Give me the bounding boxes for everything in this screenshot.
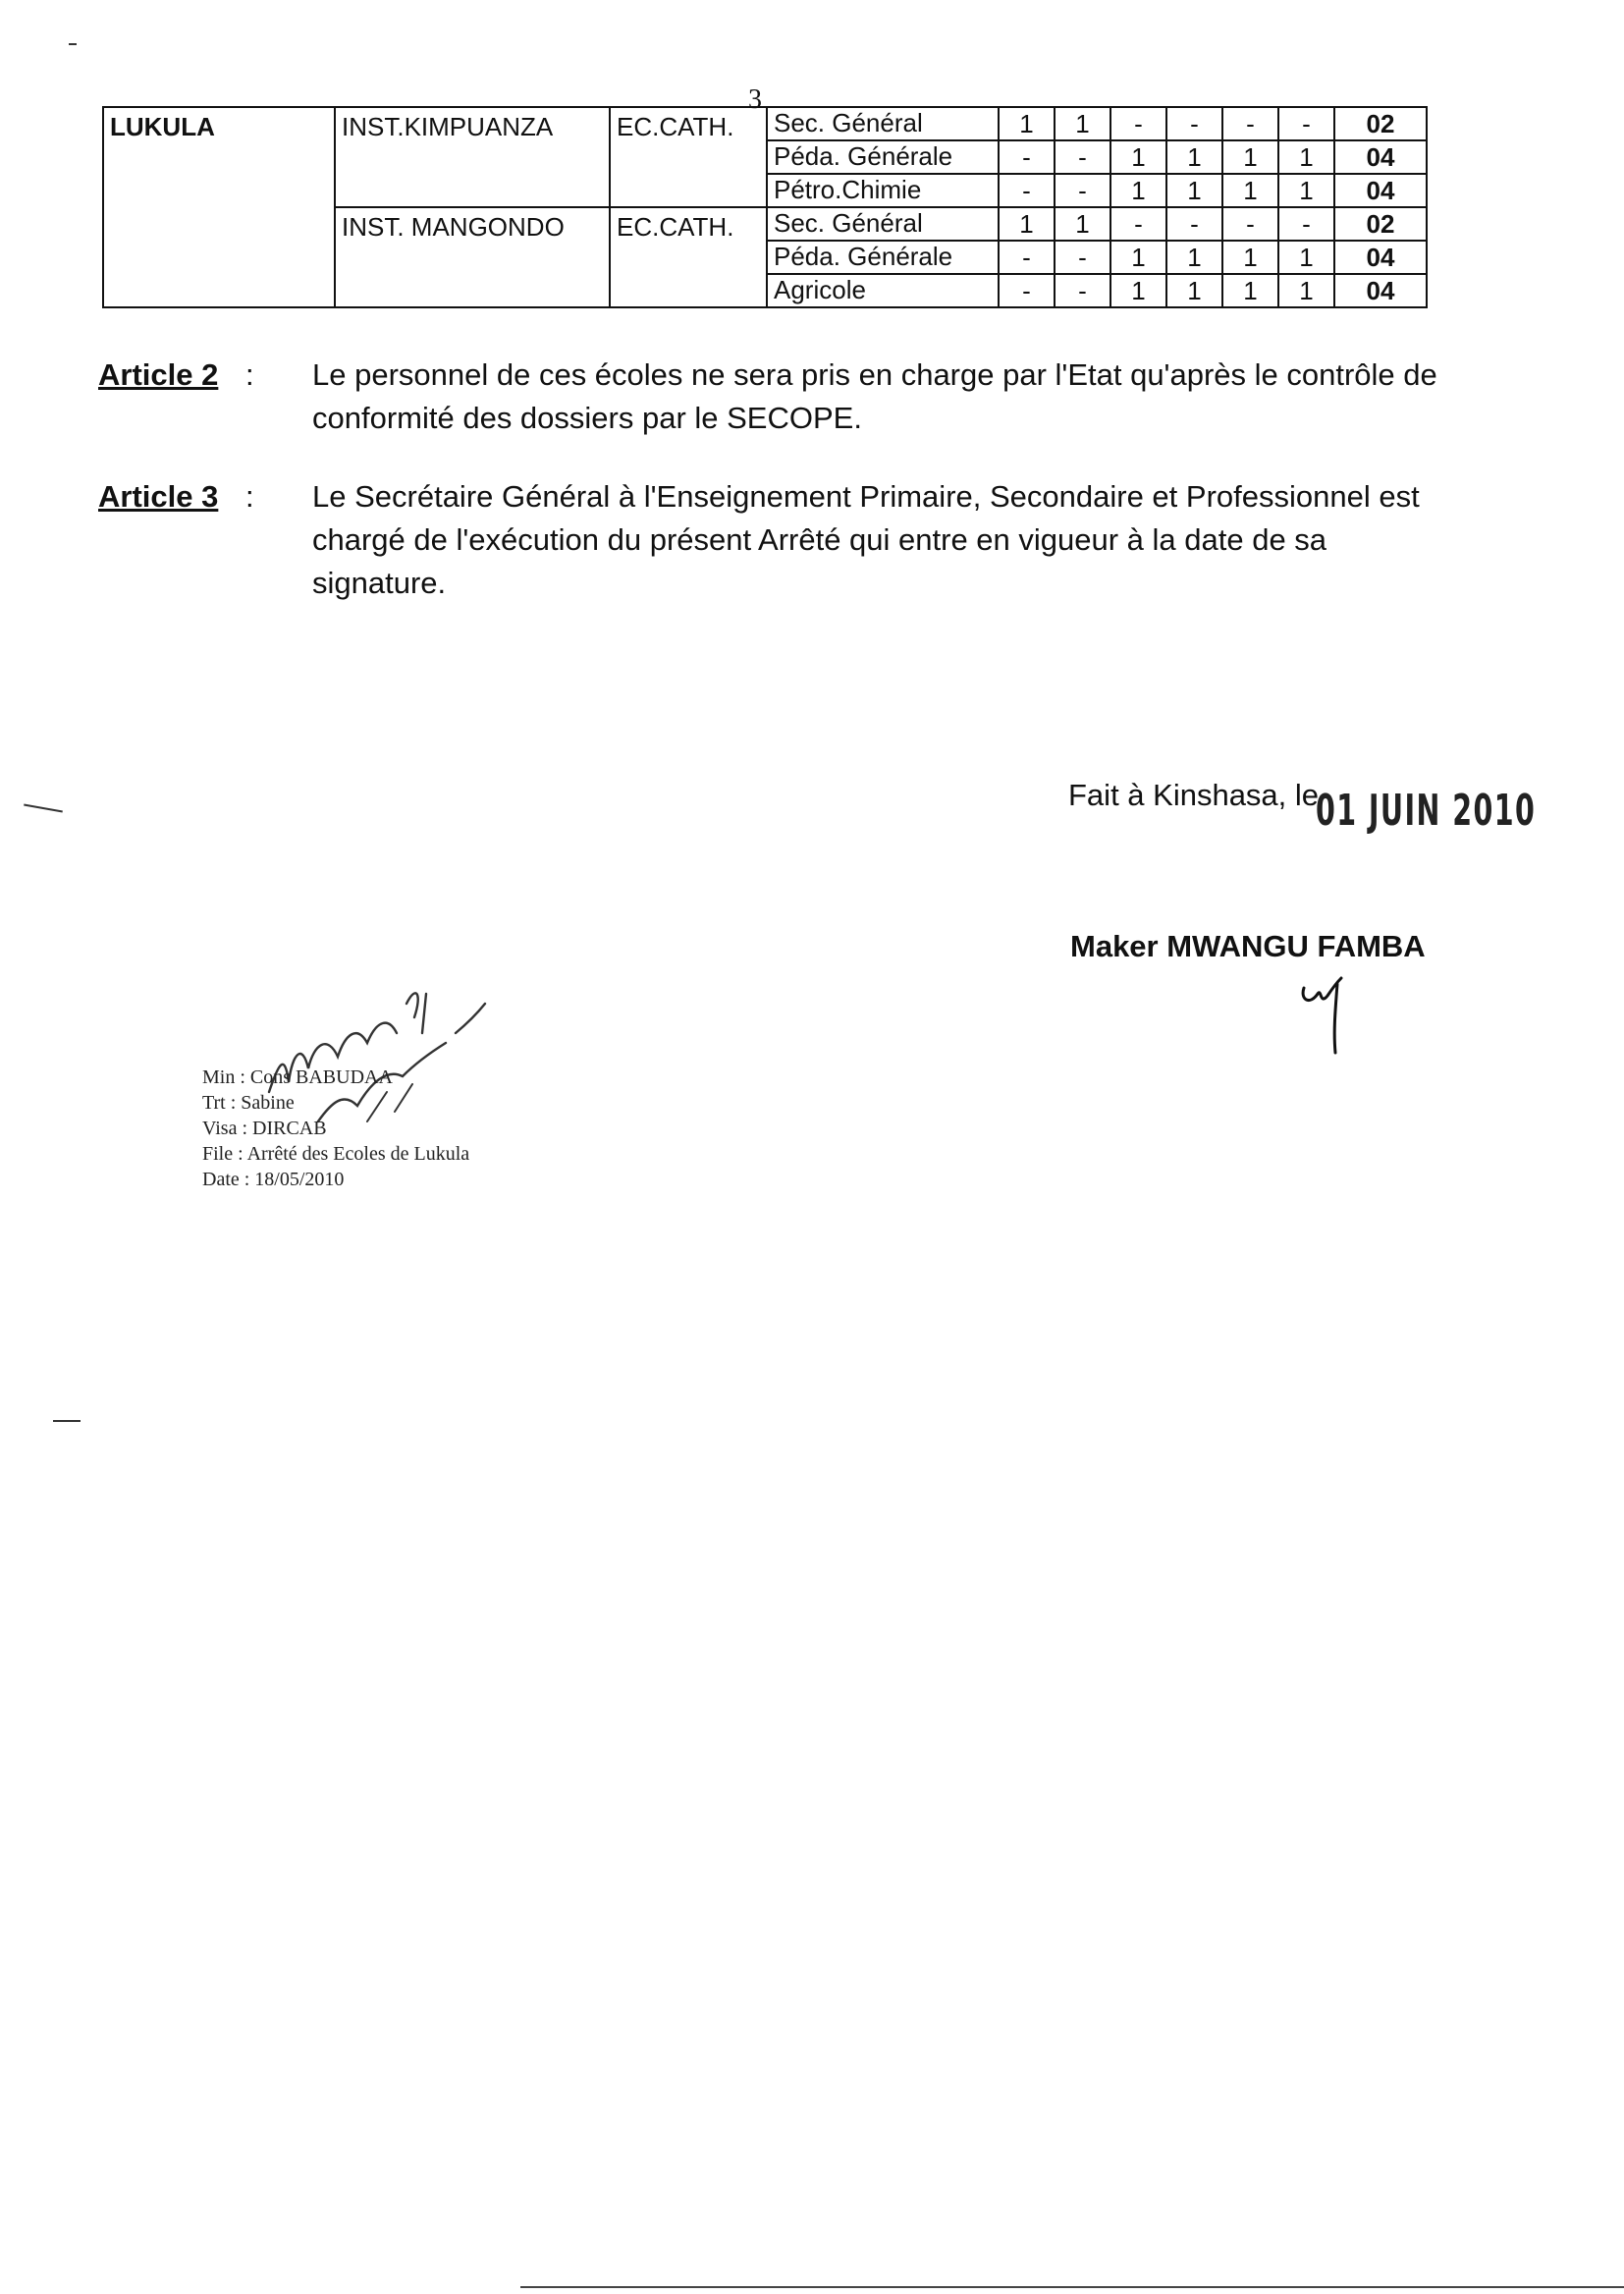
class-count-cell: - bbox=[1166, 207, 1222, 241]
class-count-cell: 1 bbox=[999, 207, 1055, 241]
class-count-cell: - bbox=[999, 174, 1055, 207]
class-count-cell: 1 bbox=[999, 107, 1055, 140]
class-count-cell: 1 bbox=[1166, 140, 1222, 174]
class-count-cell: 1 bbox=[1222, 274, 1278, 307]
table-row bbox=[103, 107, 1427, 140]
class-count-cell: - bbox=[1110, 107, 1166, 140]
section-name-cell: Péda. Générale bbox=[767, 140, 999, 174]
scan-mark bbox=[24, 804, 63, 813]
file-info-min: Min : Cons BABUDAA bbox=[202, 1066, 393, 1088]
class-count-cell: 1 bbox=[1166, 174, 1222, 207]
class-count-cell: - bbox=[1222, 107, 1278, 140]
total-cell: 02 bbox=[1334, 207, 1427, 241]
class-count-cell: - bbox=[1055, 140, 1110, 174]
file-info-trt: Trt : Sabine bbox=[202, 1092, 295, 1114]
total-cell: 02 bbox=[1334, 107, 1427, 140]
network-cell: EC.CATH. bbox=[610, 107, 767, 207]
article-2-label: Article 2 bbox=[98, 357, 219, 392]
class-count-cell: 1 bbox=[1110, 140, 1166, 174]
place-of-signing: Fait à Kinshasa, le bbox=[1068, 778, 1320, 812]
scan-mark bbox=[53, 1420, 81, 1422]
class-count-cell: 1 bbox=[1166, 274, 1222, 307]
signature-icon bbox=[1296, 970, 1375, 1059]
file-info bbox=[202, 1065, 469, 1192]
class-count-cell: - bbox=[1055, 274, 1110, 307]
class-count-cell: 1 bbox=[1166, 241, 1222, 274]
class-count-cell: - bbox=[999, 140, 1055, 174]
class-count-cell: 1 bbox=[1278, 140, 1334, 174]
scan-mark bbox=[69, 43, 77, 45]
article-2-colon: : bbox=[245, 357, 254, 392]
file-info-file: File : Arrêté des Ecoles de Lukula bbox=[202, 1143, 470, 1165]
class-count-cell: 1 bbox=[1278, 241, 1334, 274]
total-cell: 04 bbox=[1334, 174, 1427, 207]
class-count-cell: 1 bbox=[1278, 274, 1334, 307]
network-cell: EC.CATH. bbox=[610, 207, 767, 307]
section-name-cell: Agricole bbox=[767, 274, 999, 307]
class-count-cell: - bbox=[999, 241, 1055, 274]
page-number: 3 bbox=[748, 84, 762, 115]
class-count-cell: - bbox=[1278, 207, 1334, 241]
total-cell: 04 bbox=[1334, 140, 1427, 174]
section-name-cell: Pétro.Chimie bbox=[767, 174, 999, 207]
class-count-cell: - bbox=[1055, 241, 1110, 274]
page-bottom-rule bbox=[520, 2286, 1624, 2288]
class-count-cell: 1 bbox=[1055, 107, 1110, 140]
total-cell: 04 bbox=[1334, 241, 1427, 274]
location-cell: LUKULA bbox=[103, 107, 335, 307]
section-name-cell: Péda. Générale bbox=[767, 241, 999, 274]
article-2-text: Le personnel de ces écoles ne sera pris en charge par l'Etat qu'après le contrôle de conformité des dossiers par le SECOPE. bbox=[312, 357, 1437, 435]
article-3-text: Le Secrétaire Général à l'Enseignement Primaire, Secondaire et Professionnel est chargé de l'exécution du présent Arrêté qui entre en vigueur à la date de sa signature. bbox=[312, 479, 1420, 600]
class-count-cell: - bbox=[1278, 107, 1334, 140]
class-count-cell: - bbox=[999, 274, 1055, 307]
class-count-cell: 1 bbox=[1110, 274, 1166, 307]
class-count-cell: - bbox=[1055, 174, 1110, 207]
class-count-cell: - bbox=[1110, 207, 1166, 241]
signatory-name: Maker MWANGU FAMBA bbox=[1070, 929, 1426, 963]
section-name-cell: Sec. Général bbox=[767, 107, 999, 140]
school-name-cell: INST.KIMPUANZA bbox=[335, 107, 610, 207]
class-count-cell: 1 bbox=[1110, 174, 1166, 207]
school-name-cell: INST. MANGONDO bbox=[335, 207, 610, 307]
class-count-cell: 1 bbox=[1278, 174, 1334, 207]
class-count-cell: - bbox=[1166, 107, 1222, 140]
schools-table bbox=[102, 106, 1428, 308]
date-stamp: 01 JUIN 2010 bbox=[1316, 786, 1537, 836]
article-3-colon: : bbox=[245, 479, 254, 514]
class-count-cell: 1 bbox=[1055, 207, 1110, 241]
class-count-cell: 1 bbox=[1110, 241, 1166, 274]
section-name-cell: Sec. Général bbox=[767, 207, 999, 241]
class-count-cell: - bbox=[1222, 207, 1278, 241]
class-count-cell: 1 bbox=[1222, 174, 1278, 207]
file-info-date: Date : 18/05/2010 bbox=[202, 1169, 345, 1190]
class-count-cell: 1 bbox=[1222, 140, 1278, 174]
article-3-label: Article 3 bbox=[98, 479, 219, 514]
total-cell: 04 bbox=[1334, 274, 1427, 307]
file-info-visa: Visa : DIRCAB bbox=[202, 1118, 327, 1139]
class-count-cell: 1 bbox=[1222, 241, 1278, 274]
